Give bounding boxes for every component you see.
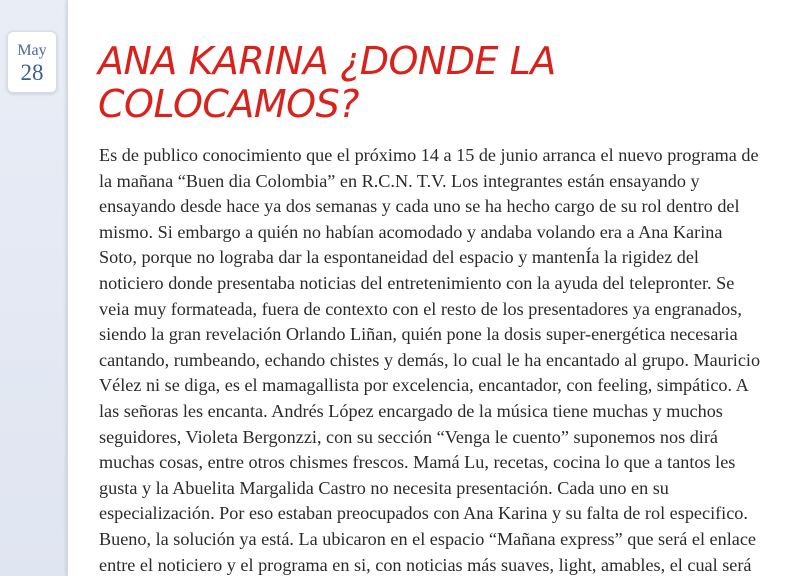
- post-title[interactable]: ANA KARINA ¿DONDE LA COLOCAMOS?: [98, 39, 556, 126]
- post-date-day: 28: [20, 60, 44, 85]
- post-date-month: May: [17, 42, 47, 59]
- post-article: [67, 0, 800, 576]
- post-body: Es de publico conocimiento que el próximo 14 a 15 de junio arranca el nuevo programa de la mañana “Buen dia Colombia” en R.C.N. T.V. Los integrantes están ensayando y ensayando desde hace ya dos semanas y cada uno se ha hecho cargo de su rol dentro del mismo. Si embargo a quién no habían acomodado y andaba volando era a Ana Karina Soto, porque no lograba dar la espontaneidad del espacio y mantenÍa la rigidez del noticiero donde presentaba noticias del entretenimiento con la ayuda del telepronter. Se veia muy formateada, fuera de contexto con el resto de los presentadores ya engranados, siendo la gran revelación Orlando Liñan, quién pone la dosis super-energética necesaria cantando, rumbeando, echando chistes y demás, lo cual le ha encantado al grupo. Mauricio Vélez ni se diga, es el mamagallista por excelencia, encantador, con feeling, simpático. A las señoras les encanta. Andrés López encargado de la música tiene muchas y muchos seguidores, Violeta Bergonzzi, con su sección “Venga le cuento” suponemos nos dirá muchas cosas, entre otros chismes frescos. Mamá Lu, recetas, cocina lo que a tantos les gusta y la Abuelita Margalida Castro no necesita presentación. Cada uno en su especialización. Por eso estaban preocupados con Ana Karina y su falta de rol especifico. Bueno, la solución ya está. La ubicaron en el espacio “Mañana express” que será el enlace entre el noticiero y el programa en si, con noticias más suaves, light, amables, el cual será: [99, 145, 761, 575]
- post-date-badge: [7, 31, 57, 93]
